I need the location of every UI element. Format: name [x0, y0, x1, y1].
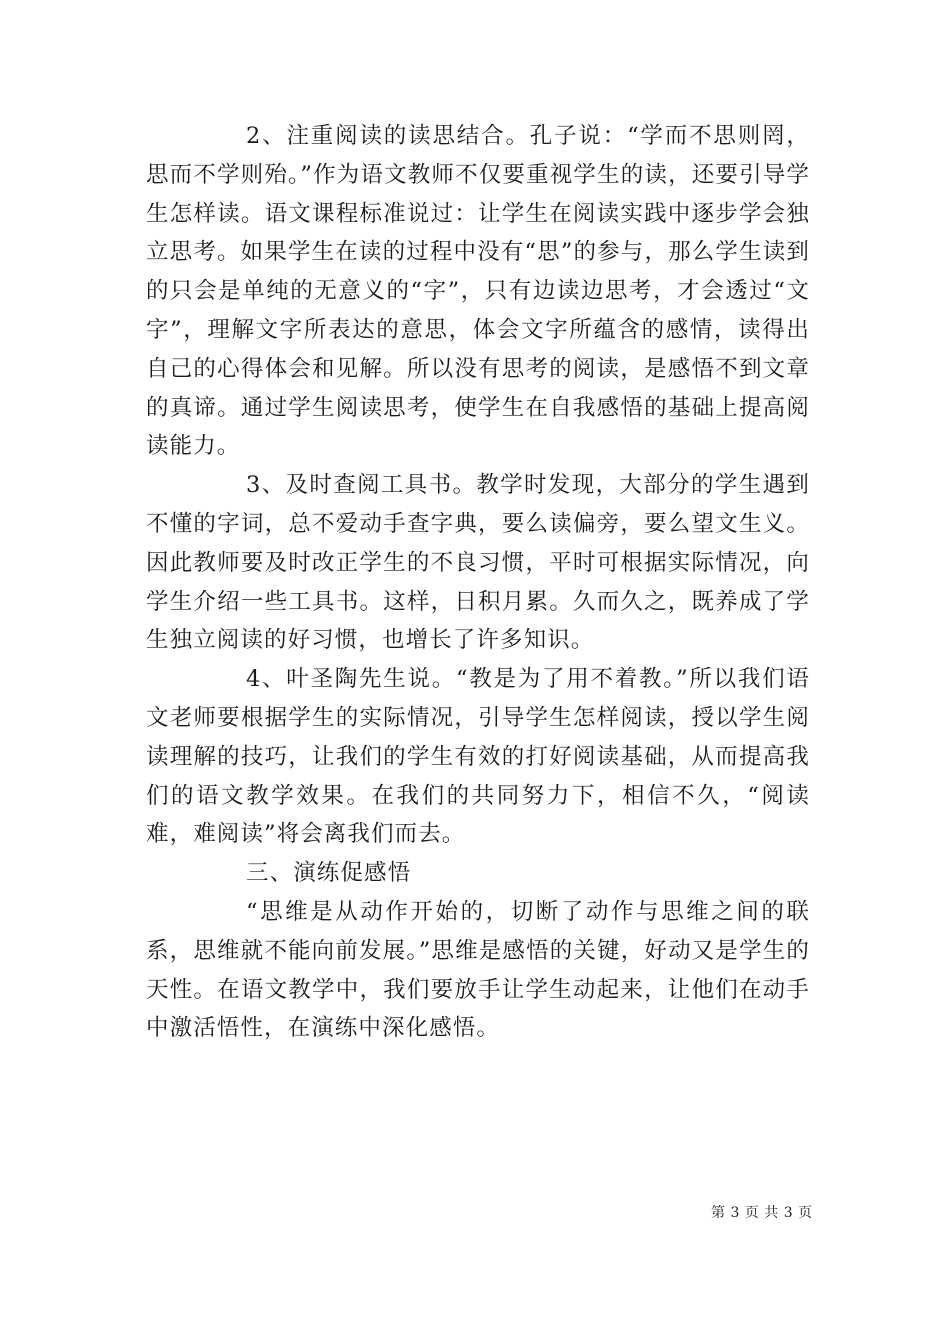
paragraph-reading-thinking: 2、注重阅读的读思结合。孔子说：“学而不思则罔，思而不学则殆。”作为语文教师不仅要重视学生的读，还要引导学生怎样读。语文课程标准说过：让学生在阅读实践中逐步学会独立思考。如果学生在读的过程中没有“思”的参与，那么学生读到的只会是单纯的无意义的“字”，只有边读边思考，才会透过“文字”，理解文字所表达的意思，体会文字所蕴含的感情，读得出自己的心得体会和见解。所以没有思考的阅读，是感悟不到文章的真谛。通过学生阅读思考，使学生在自我感悟的基础上提高阅读能力。	[146, 123, 810, 460]
paragraph-practice-insight: “思维是从动作开始的，切断了动作与思维之间的联系，思维就不能向前发展。”思维是感悟的关键，好动又是学生的天性。在语文教学中，我们要放手让学生动起来，让他们在动手中激活悟性，在演练中深化感悟。	[146, 898, 810, 1042]
document-body	[146, 117, 810, 1048]
paragraph-ye-shengtao: 4、叶圣陶先生说。“教是为了用不着教。”所以我们语文老师要根据学生的实际情况，引导学生怎样阅读，授以学生阅读理解的技巧，让我们的学生有效的打好阅读基础，从而提高我们的语文教学效果。在我们的共同努力下，相信不久，“阅读难，难阅读”将会离我们而去。	[146, 666, 810, 848]
paragraph-reference-books: 3、及时查阅工具书。教学时发现，大部分的学生遇到不懂的字词，总不爱动手查字典，要么读偏旁，要么望文生义。因此教师要及时改正学生的不良习惯，平时可根据实际情况，向学生介绍一些工具书。这样，日积月累。久而久之，既养成了学生独立阅读的好习惯，也增长了许多知识。	[146, 472, 810, 654]
section-heading: 三、演练促感悟	[246, 860, 412, 887]
page-number-footer: 第 3 页 共 3 页	[711, 1205, 813, 1221]
